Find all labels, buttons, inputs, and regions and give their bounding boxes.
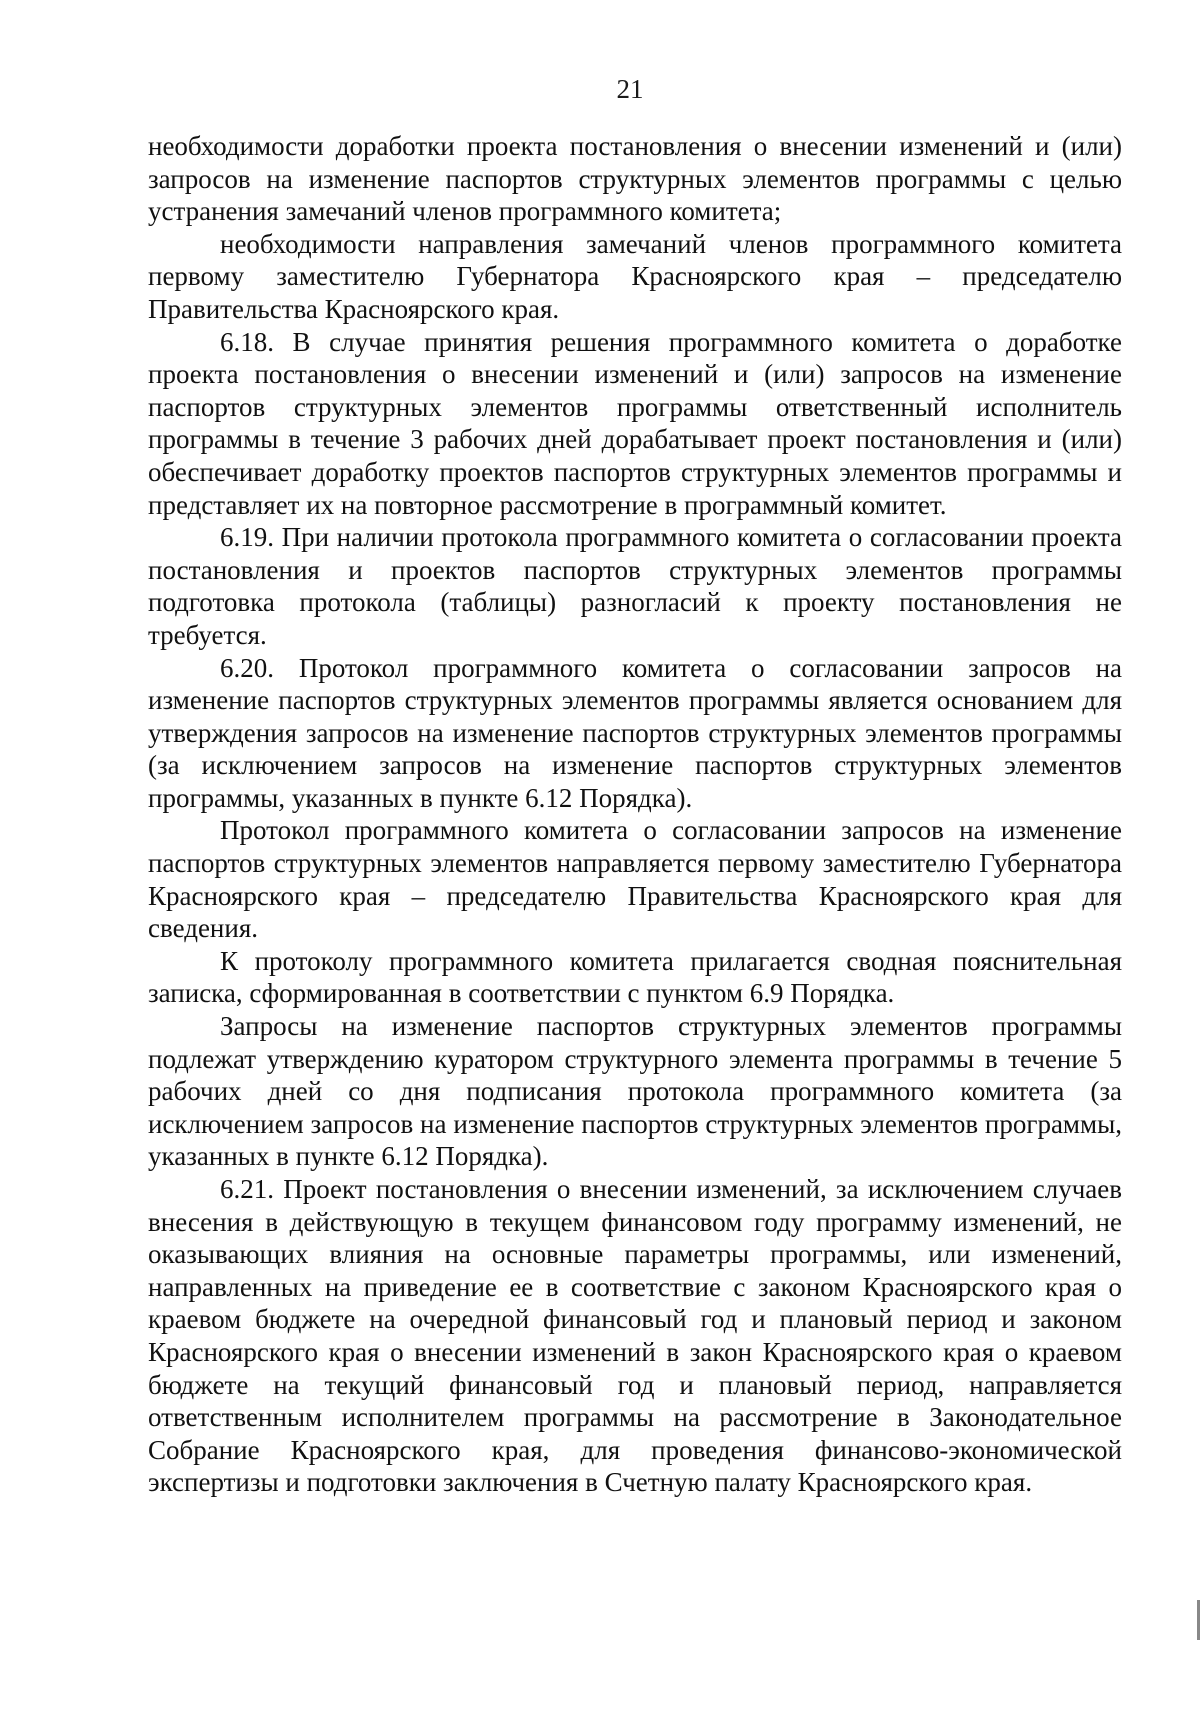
- page-number: 21: [616, 74, 644, 104]
- paragraph-requests-approval: Запросы на изменение паспортов структурных элементов программы подлежат утверждению куратором структурного элемента программы в течение 5 рабочих дней со дня подписания протокола программного комитета (за исключением запросов на изменение паспортов структурных элементов программы, указанных в пункте 6.12 Порядка).: [148, 1011, 1122, 1172]
- paragraph-6-18: 6.18. В случае принятия решения программного комитета о доработке проекта постановления о внесении изменений и (или) запросов на изменение паспортов структурных элементов программы ответственный исполнитель программы в течение 3 рабочих дней дорабатывает проект постановления и (или) обеспечивает доработку проектов паспортов структурных элементов программы и представляет их на повторное рассмотрение в программный комитет.: [148, 326, 1122, 520]
- paragraph-remarks-direction: необходимости направления замечаний членов программного комитета первому заместителю Губернатора Красноярского края – председателю Правительства Красноярского края.: [148, 228, 1122, 324]
- paragraph-6-19: 6.19. При наличии протокола программного комитета о согласовании проекта постановления и проектов паспортов структурных элементов программы подготовка протокола (таблицы) разногласий к проекту постановления не требуется.: [148, 522, 1122, 650]
- paragraph-continuation: необходимости доработки проекта постановления о внесении изменений и (или) запросов на изменение паспортов структурных элементов программы с целью устранения замечаний членов программного комитета;: [148, 131, 1122, 227]
- paragraph-explanatory-note: К протоколу программного комитета прилагается сводная пояснительная записка, сформированная в соответствии с пунктом 6.9 Порядка.: [148, 945, 1122, 1009]
- paragraph-6-21: 6.21. Проект постановления о внесении изменений, за исключением случаев внесения в действующую в текущем финансовом году программу изменений, не оказывающих влияния на основные параметры программы, или изменений, направленных на приведение ее в соответствие с законом Красноярского края о краевом бюджете на очередной финансовый год и плановый период и законом Красноярского края о внесении изменений в закон Красноярского края о краевом бюджете на текущий финансовый год и плановый период, направляется ответственным исполнителем программы на рассмотрение в Законодательное Собрание Красноярского края, для проведения финансово-экономической экспертизы и подготовки заключения в Счетную палату Красноярского края.: [148, 1174, 1122, 1498]
- paragraph-protocol-direction: Протокол программного комитета о согласовании запросов на изменение паспортов структурных элементов направляется первому заместителю Губернатора Красноярского края – председателю Правительства Красноярского края для сведения.: [148, 815, 1122, 944]
- paragraph-6-20: 6.20. Протокол программного комитета о согласовании запросов на изменение паспортов структурных элементов программы является основанием для утверждения запросов на изменение паспортов структурных элементов программы (за исключением запросов на изменение паспортов структурных элементов программы, указанных в пункте 6.12 Порядка).: [148, 652, 1122, 813]
- document-body: [148, 130, 1122, 1499]
